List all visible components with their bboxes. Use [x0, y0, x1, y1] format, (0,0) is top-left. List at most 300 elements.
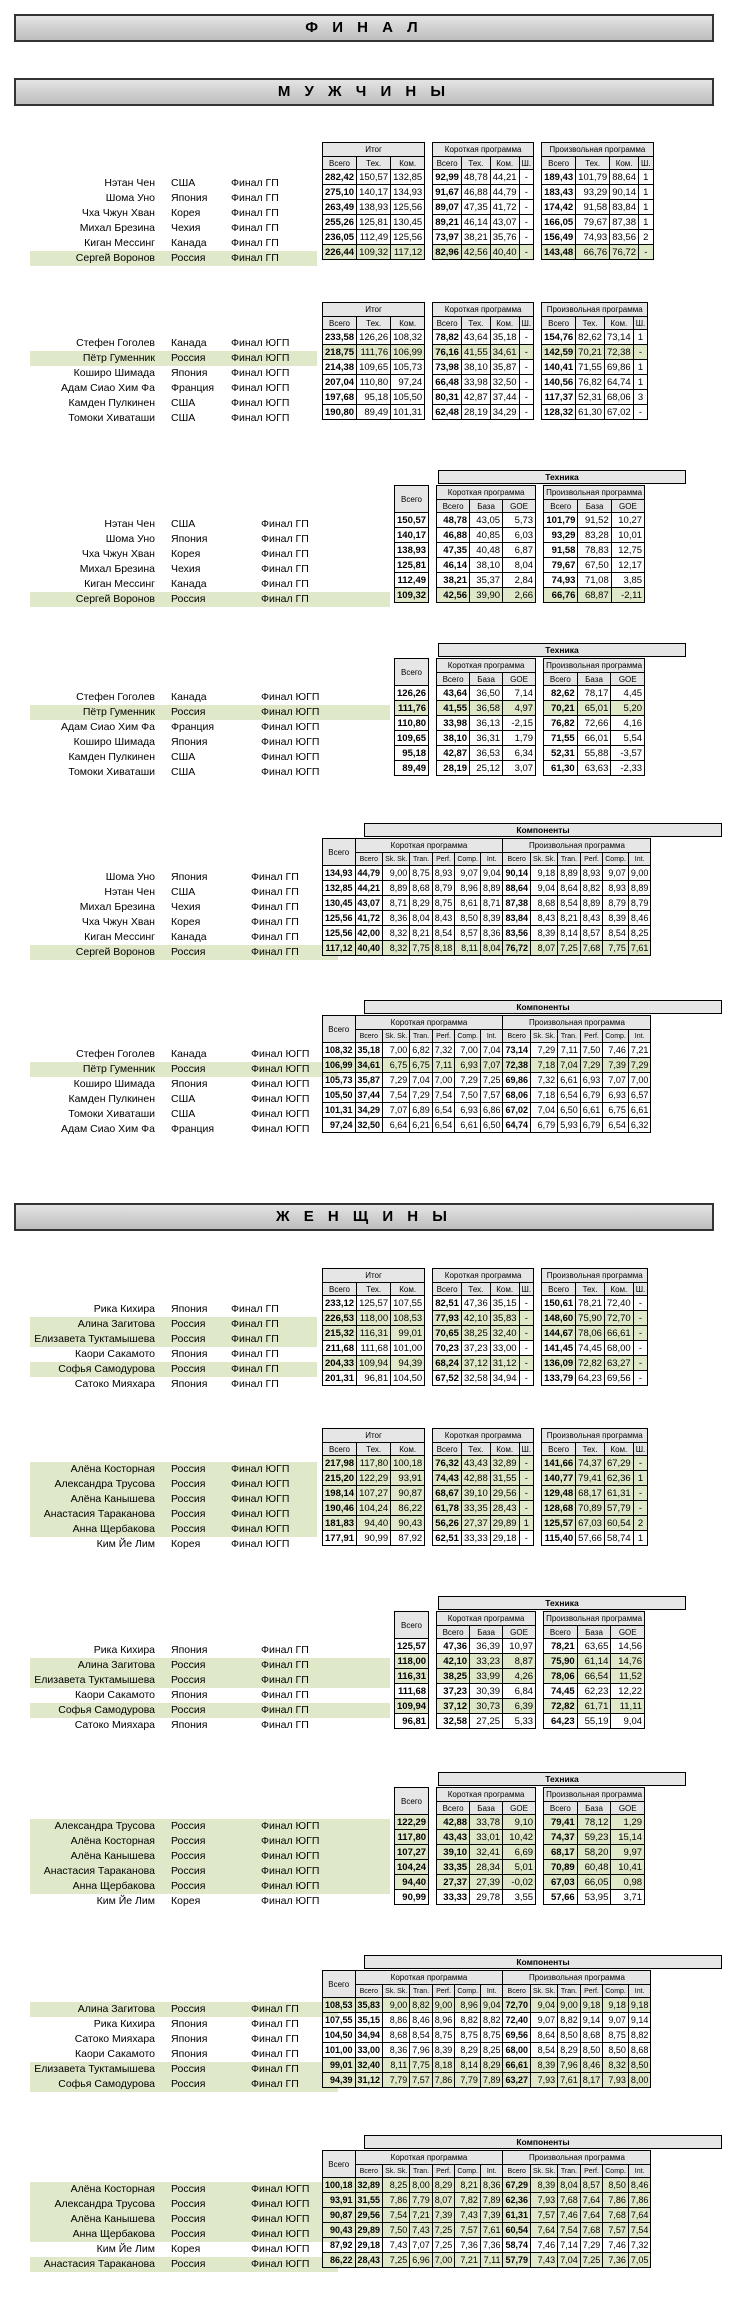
data-row: [323, 1371, 648, 1386]
data-row: [323, 1356, 648, 1371]
gap: [536, 1639, 544, 1654]
value-cell: 74,93: [576, 230, 610, 245]
components-table: [322, 838, 651, 956]
value-cell: 101,79: [544, 513, 578, 528]
value-cell: 33,98: [437, 716, 470, 731]
data-row: [323, 1326, 648, 1341]
vsego-header: Всего: [323, 1016, 356, 1043]
value-cell: 8,79: [432, 881, 455, 896]
gap: [536, 558, 544, 573]
value-cell: 32,58: [437, 1714, 470, 1729]
event-name: Финал ЮГП: [261, 1880, 320, 1892]
value-cell: 37,23: [437, 1684, 470, 1699]
athlete-name: Алина Загитова: [77, 1659, 155, 1671]
athlete-country: Россия: [171, 2198, 206, 2210]
value-cell: 217,98: [323, 1456, 357, 1471]
value-cell: -2,11: [611, 588, 644, 603]
value-cell: 48,78: [461, 170, 490, 185]
value-cell: 7,21: [455, 2253, 481, 2268]
athlete-row: [30, 1673, 390, 1688]
value-cell: 6,57: [628, 1088, 651, 1103]
value-cell: 8,46: [628, 911, 651, 926]
value-cell: 10,01: [611, 528, 644, 543]
value-cell: 6,61: [580, 1103, 603, 1118]
athlete-name: Михал Брезина: [79, 901, 155, 913]
column-header: Int.: [480, 1985, 503, 1998]
value-cell: 38,25: [437, 1669, 470, 1684]
value-cell: 6,61: [455, 1118, 481, 1133]
value-cell: 174,42: [542, 200, 576, 215]
subheader-row: [323, 157, 654, 170]
itog-header: Итог: [323, 1269, 425, 1283]
value-cell: 8,75: [455, 2028, 481, 2043]
value-cell: 90,87: [391, 1486, 425, 1501]
athlete-name: Киган Мессинг: [84, 931, 155, 943]
value-cell: 104,50: [323, 2028, 356, 2043]
components-caption: Компоненты: [364, 823, 722, 837]
athlete-row: [30, 2227, 338, 2242]
data-row: [323, 1103, 651, 1118]
value-cell: 1: [633, 360, 648, 375]
value-cell: 74,37: [576, 1456, 605, 1471]
value-cell: 47,35: [461, 200, 490, 215]
value-cell: 6,54: [432, 1118, 455, 1133]
event-name: Финал ЮГП: [261, 1820, 320, 1832]
value-cell: 33,00: [355, 2043, 383, 2058]
value-cell: 8,57: [455, 926, 481, 941]
gap: [536, 761, 544, 776]
data-row: [395, 1684, 645, 1699]
athlete-country: Корея: [171, 916, 201, 928]
athlete-country: Канада: [171, 337, 207, 349]
value-cell: -: [519, 245, 534, 260]
column-header: Всего: [542, 317, 576, 330]
value-cell: 112,49: [395, 573, 429, 588]
column-header: Всего: [503, 2165, 531, 2178]
value-cell: 8,71: [480, 896, 503, 911]
value-cell: 1: [519, 1516, 534, 1531]
value-cell: 7,68: [558, 2193, 581, 2208]
value-cell: 132,85: [323, 881, 356, 896]
value-cell: 32,41: [470, 1845, 503, 1860]
column-header: Int.: [628, 1030, 651, 1043]
value-cell: 67,02: [604, 405, 633, 420]
gap: [429, 558, 437, 573]
gap: [429, 1654, 437, 1669]
value-cell: 7,00: [432, 2253, 455, 2268]
gap: [429, 746, 437, 761]
gap: [534, 1471, 542, 1486]
vsego-header: Всего: [395, 1788, 429, 1815]
athlete-row: [30, 2032, 338, 2047]
athlete-country: Россия: [171, 2003, 206, 2015]
data-row: [323, 345, 648, 360]
data-row: [323, 2193, 651, 2208]
value-cell: 78,06: [544, 1669, 578, 1684]
value-cell: -: [519, 230, 534, 245]
value-cell: 79,41: [544, 1815, 578, 1830]
value-cell: 37,44: [490, 390, 519, 405]
value-cell: 5,93: [558, 1118, 581, 1133]
athlete-name: Сергей Воронов: [75, 252, 155, 264]
value-cell: 9,07: [531, 2013, 558, 2028]
athlete-name: Сатоко Мияхара: [74, 2033, 155, 2045]
value-cell: 66,76: [544, 588, 578, 603]
value-cell: 33,00: [490, 1341, 519, 1356]
free-header: Произвольная программа: [542, 1269, 648, 1283]
event-name: Финал ЮГП: [231, 1508, 290, 1520]
athlete-row: [30, 396, 317, 411]
column-header: База: [577, 1626, 611, 1639]
column-header: Всего: [542, 1443, 576, 1456]
athlete-country: Россия: [171, 1865, 206, 1877]
subheader-row: [323, 1283, 648, 1296]
athlete-name: Алёна Косторная: [70, 1835, 155, 1847]
value-cell: 6,64: [383, 1118, 410, 1133]
data-row: [323, 1118, 651, 1133]
athlete-row: [30, 2257, 338, 2272]
value-cell: 42,56: [437, 588, 470, 603]
athlete-name: Шома Уно: [105, 192, 155, 204]
gap: [425, 245, 433, 260]
header-row: [323, 143, 654, 157]
value-cell: 87,38: [503, 896, 531, 911]
event-name: Финал ГП: [251, 931, 299, 943]
free-header: Произвольная программа: [544, 1612, 645, 1626]
value-cell: 7,46: [531, 2238, 558, 2253]
value-cell: 69,56: [604, 1371, 633, 1386]
value-cell: -: [519, 405, 534, 420]
athlete-country: США: [171, 1108, 196, 1120]
value-cell: 68,06: [503, 1088, 531, 1103]
value-cell: 35,15: [355, 2013, 383, 2028]
value-cell: 1: [633, 1531, 648, 1546]
vsego-header: Всего: [323, 1971, 356, 1998]
value-cell: 64,23: [544, 1714, 578, 1729]
event-name: Финал ГП: [231, 1363, 279, 1375]
value-cell: 8,82: [558, 2013, 581, 2028]
athlete-row: [30, 2017, 338, 2032]
data-row: [395, 1639, 645, 1654]
short-header: Короткая программа: [433, 303, 534, 317]
athlete-row: [30, 532, 390, 547]
value-cell: 7,00: [628, 1073, 651, 1088]
value-cell: 105,73: [391, 360, 425, 375]
value-cell: 1: [633, 375, 648, 390]
header-row: [395, 1788, 645, 1802]
value-cell: 8,82: [455, 2013, 481, 2028]
value-cell: 6,39: [503, 1699, 536, 1714]
event-name: Финал ЮГП: [231, 397, 290, 409]
athlete-row: [30, 1377, 317, 1392]
event-name: Финал ГП: [231, 252, 279, 264]
value-cell: 52,31: [544, 746, 578, 761]
value-cell: 79,67: [544, 558, 578, 573]
value-cell: 36,31: [470, 731, 503, 746]
column-header: Sk. Sk.: [383, 853, 410, 866]
free-header: Произвольная программа: [544, 486, 645, 500]
value-cell: 32,40: [355, 2058, 383, 2073]
value-cell: 70,89: [544, 1860, 578, 1875]
value-cell: 8,25: [480, 2043, 503, 2058]
value-cell: 8,39: [480, 911, 503, 926]
data-row: [323, 2058, 651, 2073]
value-cell: 7,14: [558, 2238, 581, 2253]
column-header: Tran.: [410, 853, 433, 866]
gap: [536, 1802, 544, 1815]
value-cell: 76,72: [610, 245, 639, 260]
value-cell: 42,88: [437, 1815, 470, 1830]
value-cell: 31,55: [490, 1471, 519, 1486]
athlete-name: Рика Кихира: [93, 1303, 155, 1315]
athlete-row: [30, 750, 390, 765]
athlete-country: Канада: [171, 1048, 207, 1060]
value-cell: 57,79: [503, 2253, 531, 2268]
value-cell: 6,61: [558, 1073, 581, 1088]
athlete-country: Россия: [171, 1880, 206, 1892]
athlete-row: [30, 945, 338, 960]
athlete-country: США: [171, 412, 196, 424]
value-cell: 33,99: [470, 1669, 503, 1684]
value-cell: 154,76: [542, 330, 576, 345]
value-cell: 62,51: [433, 1531, 462, 1546]
data-row: [395, 1875, 645, 1890]
value-cell: 8,04: [410, 911, 433, 926]
value-cell: 8,04: [480, 941, 503, 956]
event-name: Финал ЮГП: [251, 1048, 310, 1060]
free-header: Произвольная программа: [542, 143, 653, 157]
gap: [536, 543, 544, 558]
data-row: [323, 1341, 648, 1356]
value-cell: 78,12: [577, 1815, 611, 1830]
value-cell: 72,82: [544, 1699, 578, 1714]
column-header: Ком.: [604, 317, 633, 330]
column-header: Тех.: [461, 317, 490, 330]
value-cell: 73,97: [433, 230, 462, 245]
value-cell: 7,46: [603, 2238, 629, 2253]
value-cell: 8,25: [628, 926, 651, 941]
value-cell: 7,29: [531, 1043, 558, 1058]
athlete-row: [30, 547, 390, 562]
value-cell: 89,07: [433, 200, 462, 215]
value-cell: 141,66: [542, 1456, 576, 1471]
data-row: [323, 390, 648, 405]
column-header: Perf.: [580, 2165, 603, 2178]
athlete-country: Япония: [171, 1689, 208, 1701]
value-cell: 67,03: [544, 1875, 578, 1890]
gap: [425, 1456, 433, 1471]
value-cell: 87,38: [610, 215, 639, 230]
value-cell: 10,27: [611, 513, 644, 528]
data-row: [323, 1471, 648, 1486]
value-cell: 7,46: [603, 1043, 629, 1058]
value-cell: 34,94: [355, 2028, 383, 2043]
value-cell: 125,56: [391, 230, 425, 245]
value-cell: 7,64: [580, 2193, 603, 2208]
athlete-name: Алёна Канышева: [70, 1850, 155, 1862]
results-table: [322, 1268, 648, 1386]
value-cell: 8,39: [531, 926, 558, 941]
value-cell: 7,54: [432, 1088, 455, 1103]
value-cell: 1: [639, 215, 654, 230]
value-cell: 7,64: [628, 2208, 651, 2223]
value-cell: 8,93: [603, 881, 629, 896]
value-cell: 68,17: [544, 1845, 578, 1860]
value-cell: 3,85: [611, 573, 644, 588]
value-cell: 107,55: [391, 1296, 425, 1311]
value-cell: 109,32: [395, 588, 429, 603]
gap: [425, 1486, 433, 1501]
gap: [536, 588, 544, 603]
value-cell: 46,14: [461, 215, 490, 230]
value-cell: 71,55: [544, 731, 578, 746]
event-name: Финал ЮГП: [231, 1478, 290, 1490]
gap: [534, 1296, 542, 1311]
value-cell: 58,74: [503, 2238, 531, 2253]
value-cell: 7,39: [432, 2208, 455, 2223]
athlete-country: Чехия: [171, 901, 201, 913]
value-cell: 150,57: [395, 513, 429, 528]
value-cell: 73,98: [433, 360, 462, 375]
value-cell: 61,78: [433, 1501, 462, 1516]
value-cell: 7,43: [531, 2253, 558, 2268]
value-cell: 91,52: [578, 513, 611, 528]
event-name: Финал ГП: [251, 2033, 299, 2045]
value-cell: 29,89: [490, 1516, 519, 1531]
value-cell: 83,84: [610, 200, 639, 215]
value-cell: 233,12: [323, 1296, 357, 1311]
value-cell: 218,75: [323, 345, 357, 360]
athlete-name: Нэтан Чен: [104, 886, 155, 898]
column-header: Ком.: [391, 1283, 425, 1296]
value-cell: 8,36: [383, 911, 410, 926]
value-cell: -: [633, 345, 648, 360]
value-cell: 7,14: [503, 686, 536, 701]
data-row: [323, 1311, 648, 1326]
value-cell: 62,36: [604, 1471, 633, 1486]
value-cell: 35,18: [490, 330, 519, 345]
value-cell: 95,18: [357, 390, 391, 405]
value-cell: -: [519, 1371, 534, 1386]
gap: [534, 200, 542, 215]
column-header: Tran.: [558, 1030, 581, 1043]
short-header: Короткая программа: [437, 1612, 536, 1626]
athlete-row: [30, 1047, 338, 1062]
gap: [425, 215, 433, 230]
value-cell: 43,05: [470, 513, 503, 528]
value-cell: 7,68: [580, 941, 603, 956]
value-cell: 40,40: [355, 941, 383, 956]
event-name: Финал ЮГП: [261, 736, 320, 748]
athlete-row: [30, 2197, 338, 2212]
subheader-row: [395, 500, 645, 513]
value-cell: 8,43: [531, 911, 558, 926]
data-row: [395, 716, 645, 731]
gap: [429, 513, 437, 528]
itog-header: Итог: [323, 1429, 425, 1443]
value-cell: 33,33: [437, 1890, 470, 1905]
value-cell: 64,74: [604, 375, 633, 390]
value-cell: 72,82: [576, 1356, 605, 1371]
value-cell: 143,48: [542, 245, 576, 260]
gap: [429, 1815, 437, 1830]
value-cell: 76,32: [433, 1456, 462, 1471]
value-cell: 8,43: [580, 911, 603, 926]
value-cell: 101,31: [323, 1103, 356, 1118]
athlete-country: Канада: [171, 691, 207, 703]
value-cell: 66,61: [604, 1326, 633, 1341]
value-cell: 8,96: [432, 2013, 455, 2028]
athlete-row: [30, 1362, 317, 1377]
column-header: Ш.: [639, 157, 654, 170]
value-cell: 8,54: [558, 896, 581, 911]
value-cell: 125,81: [395, 558, 429, 573]
gap: [534, 1531, 542, 1546]
value-cell: 5,73: [503, 513, 536, 528]
value-cell: 128,68: [542, 1501, 576, 1516]
value-cell: 73,14: [604, 330, 633, 345]
value-cell: 42,88: [461, 1471, 490, 1486]
athlete-country: Россия: [171, 1659, 206, 1671]
value-cell: 125,57: [357, 1296, 391, 1311]
value-cell: 72,40: [503, 2013, 531, 2028]
value-cell: 35,83: [355, 1998, 383, 2013]
value-cell: 40,48: [470, 543, 503, 558]
value-cell: 7,07: [410, 2238, 433, 2253]
data-row: [395, 1699, 645, 1714]
value-cell: 8,39: [603, 911, 629, 926]
value-cell: 107,27: [357, 1486, 391, 1501]
column-header: Тех.: [357, 157, 391, 170]
athlete-row: [30, 720, 390, 735]
gap: [429, 1684, 437, 1699]
data-row: [395, 761, 645, 776]
data-row: [323, 866, 651, 881]
value-cell: -: [519, 1486, 534, 1501]
athlete-name: Коширо Шимада: [73, 367, 155, 379]
value-cell: 9,04: [611, 1714, 645, 1729]
athlete-name: Стефен Гоголев: [76, 337, 155, 349]
value-cell: 142,59: [542, 345, 576, 360]
value-cell: 7,00: [455, 1043, 481, 1058]
value-cell: 8,82: [628, 2028, 651, 2043]
gap: [425, 170, 433, 185]
event-name: Финал ГП: [251, 2018, 299, 2030]
value-cell: 125,56: [323, 911, 356, 926]
column-header: Всего: [544, 673, 578, 686]
column-header: Тех.: [576, 1283, 605, 1296]
value-cell: 111,76: [395, 701, 429, 716]
event-name: Финал ГП: [261, 563, 309, 575]
value-cell: 117,80: [395, 1830, 429, 1845]
value-cell: 41,55: [461, 345, 490, 360]
event-name: Финал ЮГП: [251, 2258, 310, 2270]
value-cell: 7,93: [531, 2193, 558, 2208]
athlete-row: [30, 2212, 338, 2227]
value-cell: 6,03: [503, 528, 536, 543]
value-cell: 115,40: [542, 1531, 576, 1546]
value-cell: 7,07: [603, 1073, 629, 1088]
gap: [429, 1875, 437, 1890]
value-cell: 7,50: [580, 1043, 603, 1058]
athlete-country: Канада: [171, 931, 207, 943]
column-header: Ш.: [519, 1283, 534, 1296]
subheader-row: [323, 317, 648, 330]
data-row: [395, 1654, 645, 1669]
value-cell: 6,32: [628, 1118, 651, 1133]
athlete-country: Россия: [171, 2213, 206, 2225]
column-header: Comp.: [455, 853, 481, 866]
